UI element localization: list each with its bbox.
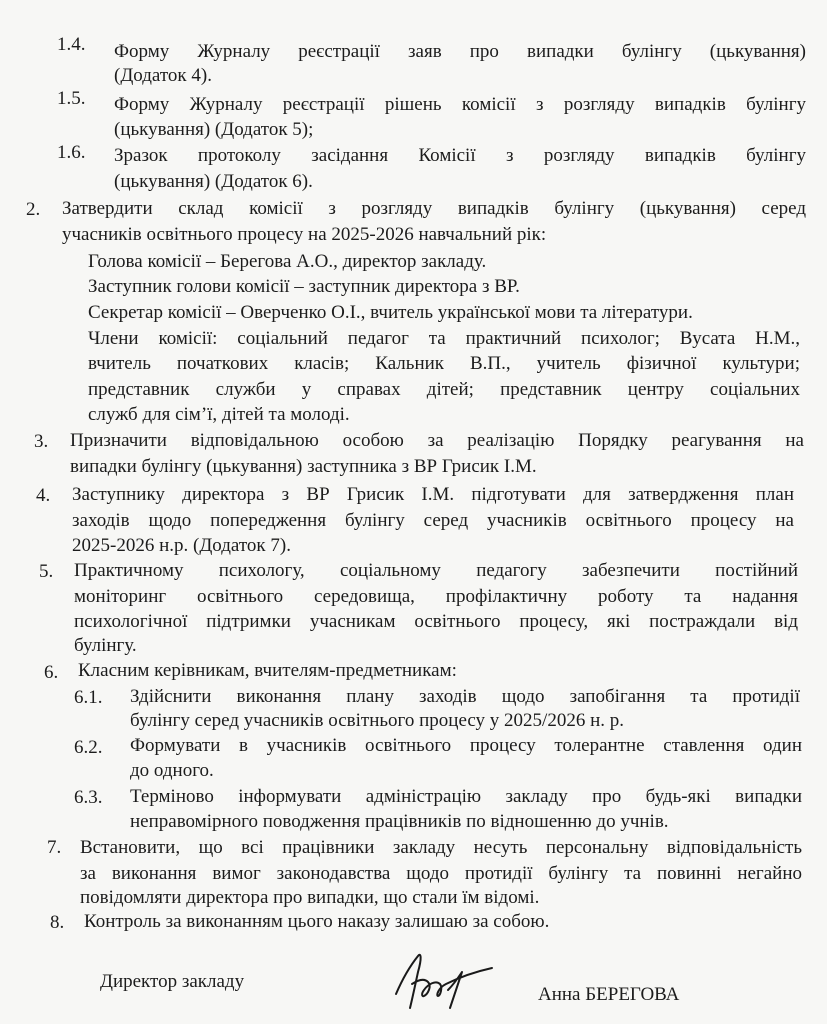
commission-member: вчитель початкових класів; Кальник В.П., учитель фізичної культури; (88, 353, 800, 374)
item-text: до одного. (130, 760, 214, 781)
item-text: повідомляти директора про випадки, що стали їм відомі. (80, 887, 540, 908)
item-text: Контроль за виконанням цього наказу залишаю за собою. (84, 911, 550, 932)
item-text: Затвердити склад комісії з розгляду випадків булінгу (цькування) серед (62, 198, 806, 219)
commission-member: Заступник голови комісії – заступник директора з ВР. (88, 276, 520, 297)
item-text: психологічної підтримки учасникам освітнього процесу, які постраждали від (74, 611, 798, 632)
item-text: неправомірного поводження працівників по відношенню до учнів. (130, 811, 669, 832)
director-position: Директор закладу (100, 971, 245, 992)
item-number: 7. (47, 837, 62, 858)
item-text: Формувати в учасників освітнього процесу толерантне ставлення один (130, 735, 802, 756)
item-number: 6.3. (74, 787, 103, 808)
item-text: 2025-2026 н.р. (Додаток 7). (72, 535, 291, 556)
commission-member: Голова комісії – Берегова А.О., директор закладу. (88, 251, 487, 272)
item-number: 6.1. (74, 687, 103, 708)
item-text: (Додаток 4). (114, 65, 212, 86)
item-text: (цькування) (Додаток 6). (114, 171, 313, 192)
item-text: Практичному психологу, соціальному педагогу забезпечити постійний (74, 560, 798, 581)
item-text: Зразок протоколу засідання Комісії з розгляду випадків булінгу (114, 145, 806, 166)
item-number: 1.4. (57, 34, 86, 55)
item-text: Класним керівникам, вчителям-предметникам: (78, 660, 457, 681)
item-text: (цькування) (Додаток 5); (114, 119, 314, 140)
item-number: 6. (44, 662, 59, 683)
item-text: Терміново інформувати адміністрацію закладу про будь-які випадки (130, 786, 802, 807)
item-number: 1.6. (57, 142, 86, 163)
director-signature (388, 950, 498, 1012)
item-text: Форму Журналу реєстрації заяв про випадки булінгу (цькування) (114, 41, 806, 62)
commission-member: служб для сім’ї, дітей та молоді. (88, 404, 350, 425)
item-number: 6.2. (74, 737, 103, 758)
item-number: 2. (26, 199, 41, 220)
commission-member: Секретар комісії – Оверченко О.І., вчитель української мови та літератури. (88, 302, 693, 323)
item-text: учасників освітнього процесу на 2025-2026 навчальний рік: (62, 224, 547, 245)
item-number: 1.5. (57, 88, 86, 109)
item-text: Форму Журналу реєстрації рішень комісії з розгляду випадків булінгу (114, 94, 806, 115)
item-text: булінгу серед учасників освітнього процесу у 2025/2026 н. р. (130, 710, 624, 731)
item-text: заходів щодо попередження булінгу серед учасників освітнього процесу на (72, 510, 794, 531)
item-number: 8. (50, 912, 65, 933)
director-name: Анна БЕРЕГОВА (538, 984, 680, 1005)
item-text: Заступнику директора з ВР Грисик І.М. підготувати для затвердження план (72, 484, 794, 505)
item-text: Призначити відповідальною особою за реалізацію Порядку реагування на (70, 430, 804, 451)
commission-member: Члени комісії: соціальний педагог та практичний психолог; Вусата Н.М., (88, 328, 800, 349)
item-text: булінгу. (74, 635, 137, 656)
item-text: випадки булінгу (цькування) заступника з ВР Грисик І.М. (70, 456, 537, 477)
item-text: Встановити, що всі працівники закладу несуть персональну відповідальність (80, 837, 802, 858)
item-number: 5. (39, 561, 54, 582)
commission-member: представник служби у справах дітей; представник центру соціальних (88, 379, 800, 400)
item-text: Здійснити виконання плану заходів щодо запобігання та протидії (130, 686, 800, 707)
item-text: моніторинг освітнього середовища, профілактичну роботу та надання (74, 586, 798, 607)
item-number: 3. (34, 431, 49, 452)
item-text: за виконання вимог законодавства щодо протидії булінгу та повинні негайно (80, 863, 802, 884)
item-number: 4. (36, 485, 51, 506)
